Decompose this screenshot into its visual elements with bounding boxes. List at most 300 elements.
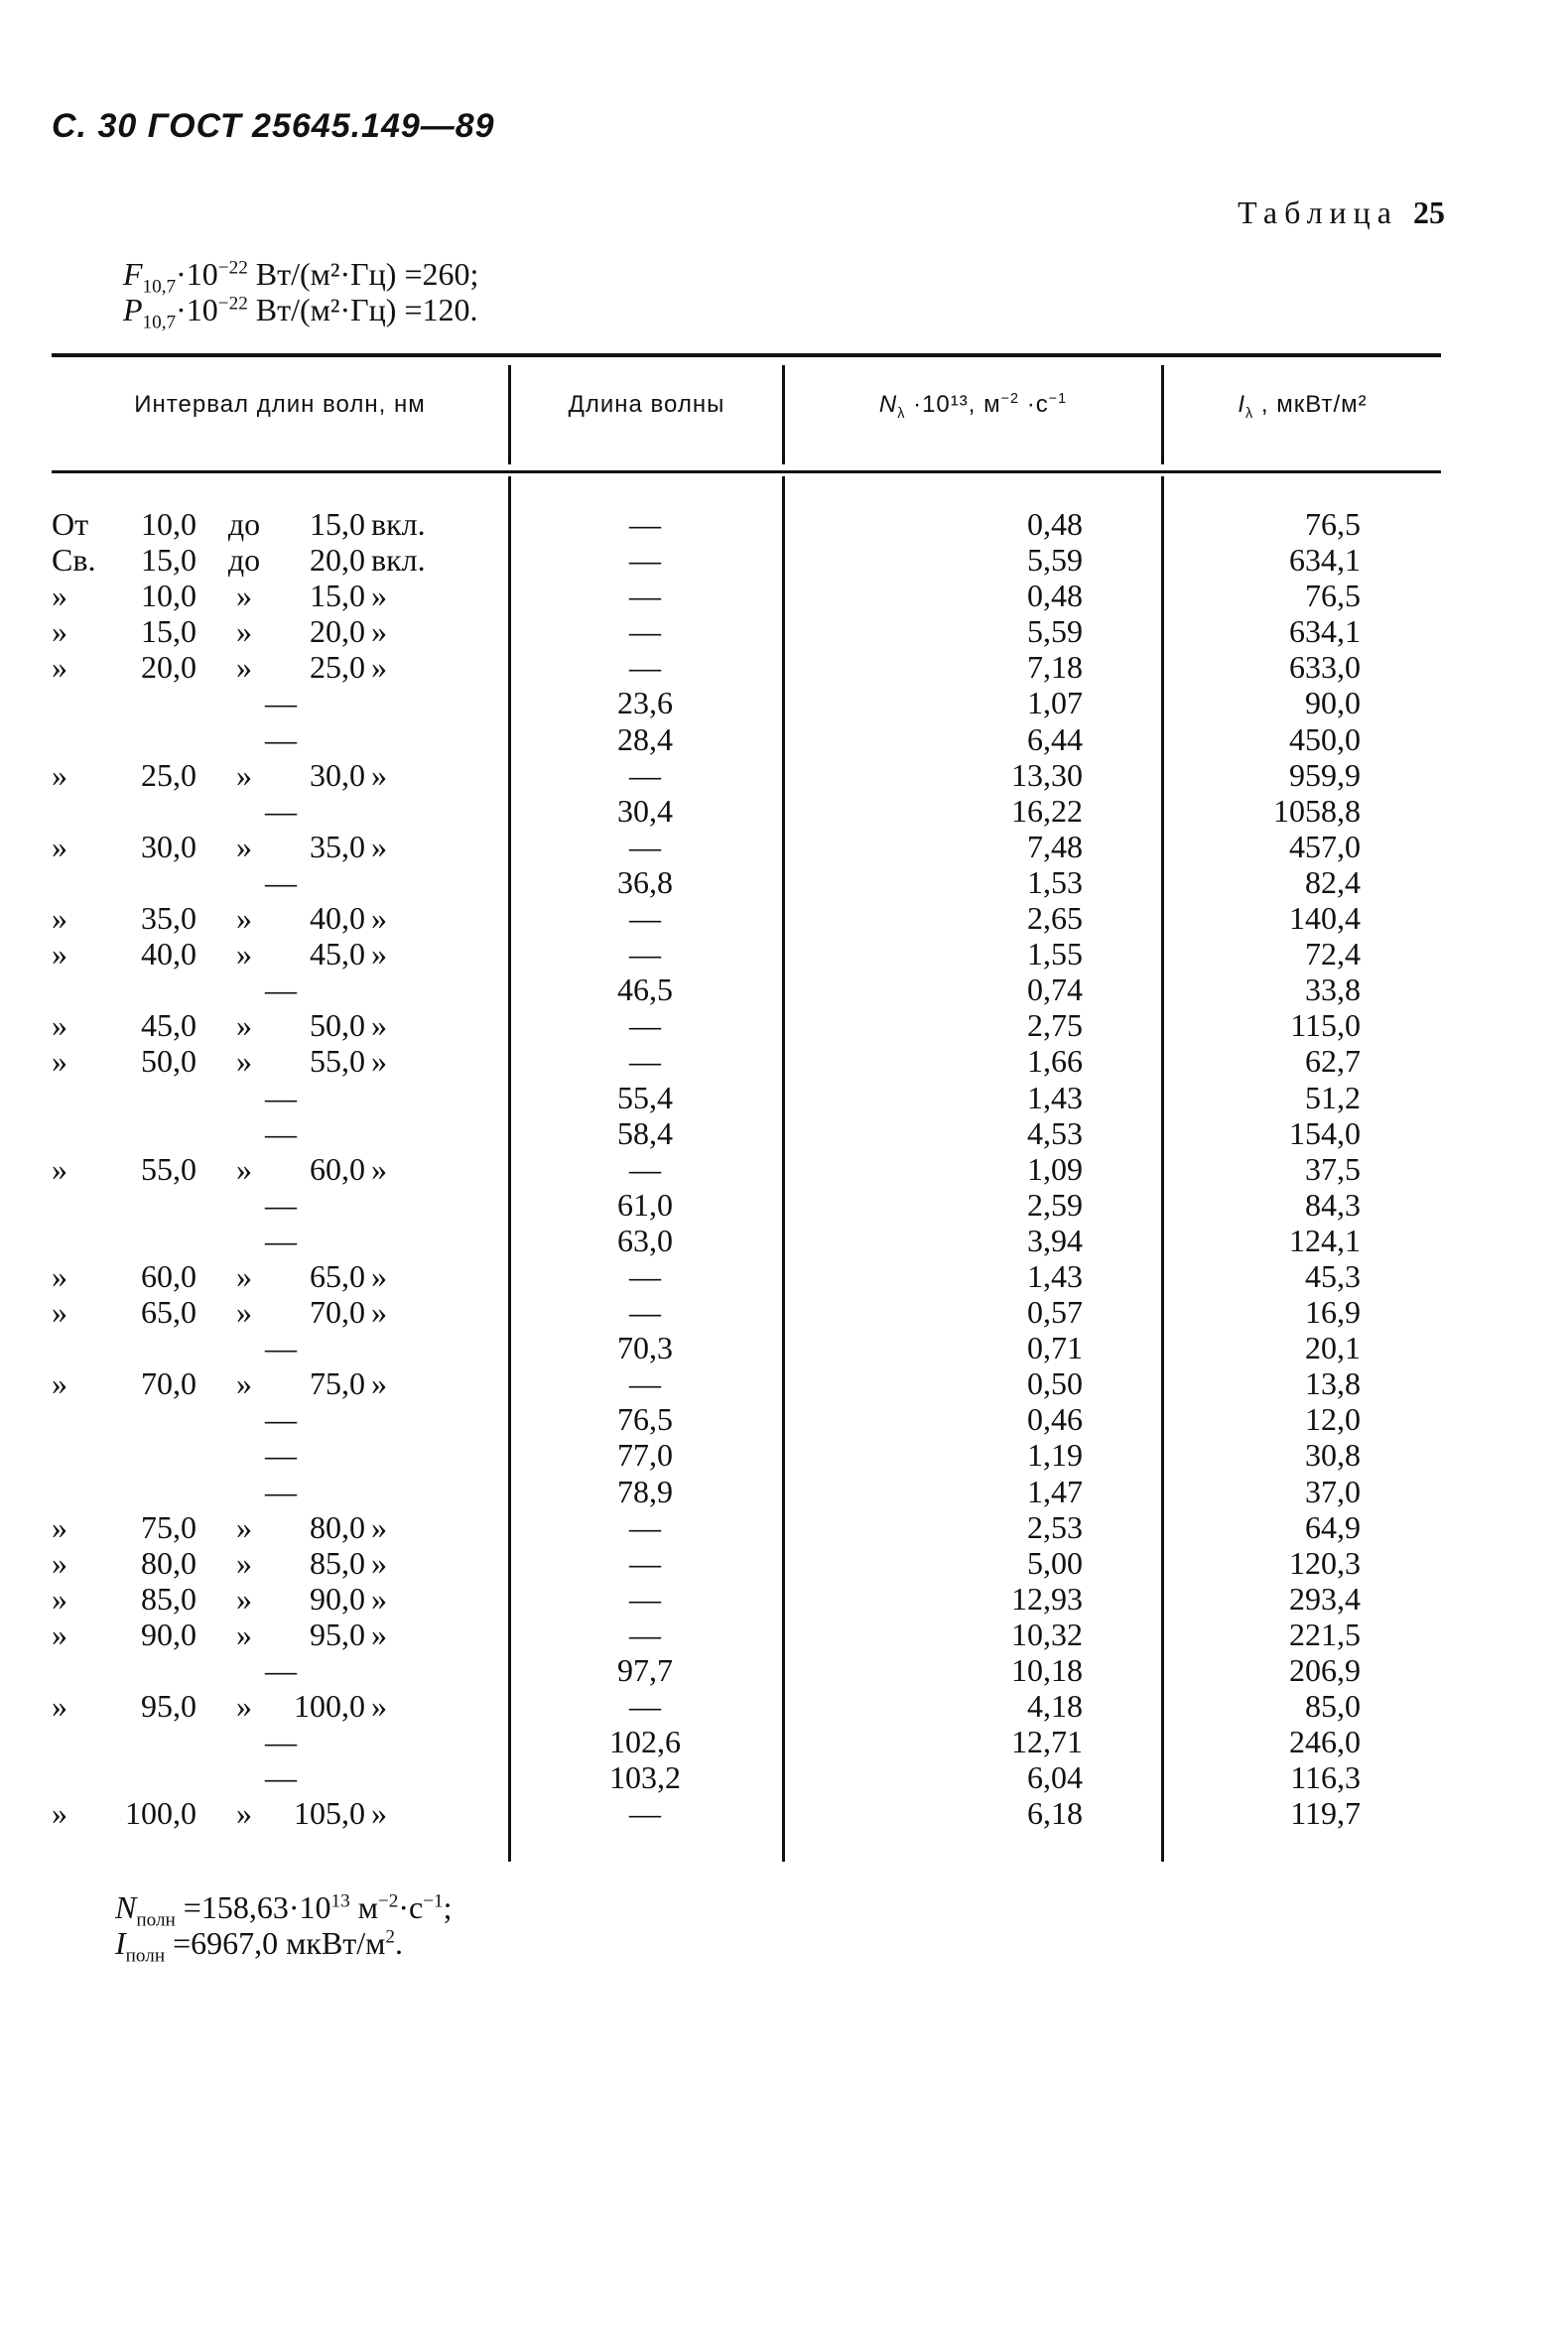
photon-flux-cell: 2,65: [1027, 900, 1083, 937]
wavelength-cell: —: [629, 649, 661, 686]
total-n-unit: м: [349, 1889, 378, 1925]
table-row: [52, 864, 1441, 900]
table-row: [52, 757, 1441, 793]
interval-connector: »: [236, 1007, 252, 1044]
interval-suffix: »: [371, 1544, 387, 1581]
interval-to: 80,0: [310, 1508, 365, 1545]
interval-to: 90,0: [310, 1580, 365, 1617]
interval-suffix: »: [371, 1580, 387, 1617]
interval-suffix: »: [371, 1616, 387, 1652]
interval-from: 25,0: [141, 756, 196, 793]
photon-flux-cell: 1,43: [1027, 1257, 1083, 1294]
table-row: [52, 685, 1441, 720]
photon-flux-cell: 1,07: [1027, 685, 1083, 721]
interval-to: 40,0: [310, 900, 365, 937]
table-row: [52, 1115, 1441, 1151]
intensity-cell: 84,3: [1305, 1186, 1361, 1223]
interval-to: 30,0: [310, 756, 365, 793]
interval-connector: »: [236, 756, 252, 793]
param-p107: [123, 292, 478, 333]
interval-dash: —: [265, 685, 297, 721]
interval-dash: —: [265, 1330, 297, 1366]
interval-suffix: »: [371, 613, 387, 650]
header-i-symbol: I: [1238, 391, 1246, 418]
interval-connector: до: [227, 506, 261, 542]
photon-flux-cell: 12,71: [1011, 1724, 1083, 1760]
table-header-rule: [52, 470, 1441, 473]
table-row: [52, 1759, 1441, 1795]
header-i-rest: , мкВт/м²: [1253, 391, 1368, 418]
interval-prefix: »: [52, 613, 67, 650]
table-label-word: Таблица: [1238, 194, 1398, 230]
total-n-end: ;: [443, 1889, 453, 1925]
photon-flux-cell: 0,74: [1027, 971, 1083, 1008]
photon-flux-cell: 0,48: [1027, 578, 1083, 614]
interval-from: 20,0: [141, 649, 196, 686]
intensity-cell: 633,0: [1289, 649, 1361, 686]
header-n-sub: λ: [897, 405, 906, 422]
header-interval: Интервал длин волн, нм: [134, 391, 426, 418]
wavelength-cell: 103,2: [609, 1759, 681, 1796]
interval-suffix: »: [371, 1365, 387, 1402]
interval-prefix: »: [52, 1007, 67, 1044]
param-unit-value: Вт/(м²·Гц) =260;: [247, 256, 479, 292]
photon-flux-cell: 1,19: [1027, 1437, 1083, 1474]
header-i-sub: λ: [1245, 405, 1254, 422]
interval-prefix: Св.: [52, 542, 96, 579]
intensity-cell: 20,1: [1305, 1330, 1361, 1366]
photon-flux-cell: 10,32: [1011, 1616, 1083, 1652]
total-n-unit-exp2: −1: [423, 1890, 444, 1912]
intensity-cell: 51,2: [1305, 1079, 1361, 1115]
table-top-rule: [52, 353, 1441, 357]
interval-from: 55,0: [141, 1150, 196, 1187]
wavelength-cell: —: [629, 613, 661, 650]
interval-suffix: »: [371, 1257, 387, 1294]
photon-flux-cell: 5,00: [1027, 1544, 1083, 1581]
wavelength-cell: 58,4: [617, 1114, 673, 1151]
photon-flux-cell: 0,48: [1027, 506, 1083, 542]
interval-dash: —: [265, 1186, 297, 1223]
table-row: [52, 900, 1441, 936]
interval-suffix: »: [371, 936, 387, 972]
interval-connector: »: [236, 1365, 252, 1402]
interval-from: 10,0: [141, 578, 196, 614]
photon-flux-cell: 16,22: [1011, 792, 1083, 829]
wavelength-cell: —: [629, 1150, 661, 1187]
interval-dash: —: [265, 1759, 297, 1796]
intensity-cell: 634,1: [1289, 613, 1361, 650]
interval-connector: »: [236, 1257, 252, 1294]
table-row: [52, 1007, 1441, 1043]
photon-flux-cell: 3,94: [1027, 1222, 1083, 1258]
interval-suffix: »: [371, 1007, 387, 1044]
interval-to: 50,0: [310, 1007, 365, 1044]
table-row: [52, 542, 1441, 578]
wavelength-cell: —: [629, 1007, 661, 1044]
intensity-cell: 154,0: [1289, 1114, 1361, 1151]
interval-from: 100,0: [125, 1795, 196, 1832]
interval-to: 60,0: [310, 1150, 365, 1187]
interval-prefix: »: [52, 1688, 67, 1725]
intensity-cell: 634,1: [1289, 542, 1361, 579]
wavelength-cell: —: [629, 542, 661, 579]
interval-dash: —: [265, 1114, 297, 1151]
interval-from: 95,0: [141, 1688, 196, 1725]
interval-connector: »: [236, 578, 252, 614]
interval-connector: »: [236, 649, 252, 686]
intensity-cell: 120,3: [1289, 1544, 1361, 1581]
interval-prefix: »: [52, 936, 67, 972]
total-n-value: =158,63·10: [175, 1889, 331, 1925]
table-row: [52, 1509, 1441, 1545]
intensity-cell: 16,9: [1305, 1294, 1361, 1331]
intensity-cell: 33,8: [1305, 971, 1361, 1008]
wavelength-cell: 46,5: [617, 971, 673, 1008]
param-unit-value: Вт/(м²·Гц) =120.: [247, 292, 478, 327]
total-i-end: .: [395, 1925, 404, 1961]
intensity-cell: 45,3: [1305, 1257, 1361, 1294]
interval-prefix: »: [52, 1150, 67, 1187]
intensity-cell: 140,4: [1289, 900, 1361, 937]
interval-prefix: От: [52, 506, 89, 542]
intensity-cell: 457,0: [1289, 828, 1361, 864]
interval-from: 40,0: [141, 936, 196, 972]
wavelength-cell: 76,5: [617, 1401, 673, 1438]
photon-flux-cell: 0,71: [1027, 1330, 1083, 1366]
interval-suffix: »: [371, 1688, 387, 1725]
photon-flux-cell: 4,18: [1027, 1688, 1083, 1725]
interval-to: 20,0: [310, 542, 365, 579]
interval-to: 20,0: [310, 613, 365, 650]
interval-from: 70,0: [141, 1365, 196, 1402]
interval-dash: —: [265, 863, 297, 900]
wavelength-cell: —: [629, 1257, 661, 1294]
table-row: [52, 1724, 1441, 1759]
interval-to: 45,0: [310, 936, 365, 972]
wavelength-cell: —: [629, 1616, 661, 1652]
total-i-sub: полн: [125, 1945, 166, 1967]
intensity-cell: 246,0: [1289, 1724, 1361, 1760]
interval-from: 35,0: [141, 900, 196, 937]
total-n-unit-exp1: −2: [377, 1890, 399, 1912]
total-intensity: [115, 1925, 403, 1967]
header-n-exp2: −1: [1048, 391, 1068, 407]
interval-prefix: »: [52, 1365, 67, 1402]
intensity-cell: 115,0: [1290, 1007, 1361, 1044]
interval-connector: »: [236, 936, 252, 972]
total-n-sub: полн: [136, 1909, 176, 1931]
wavelength-cell: —: [629, 1580, 661, 1617]
table-row: [52, 1688, 1441, 1724]
photon-flux-cell: 2,75: [1027, 1007, 1083, 1044]
interval-suffix: »: [371, 1294, 387, 1331]
table-row: [52, 649, 1441, 685]
table-row: [52, 1652, 1441, 1688]
interval-dash: —: [265, 971, 297, 1008]
total-i-value: =6967,0 мкВт/м: [165, 1925, 386, 1961]
intensity-cell: 959,9: [1289, 756, 1361, 793]
photon-flux-cell: 5,59: [1027, 613, 1083, 650]
intensity-cell: 37,5: [1305, 1150, 1361, 1187]
photon-flux-cell: 1,47: [1027, 1473, 1083, 1509]
photon-flux-cell: 0,46: [1027, 1401, 1083, 1438]
interval-dash: —: [265, 1222, 297, 1258]
wavelength-cell: 77,0: [617, 1437, 673, 1474]
intensity-cell: 124,1: [1289, 1222, 1361, 1258]
table-row: [52, 829, 1441, 864]
table-row: [52, 1365, 1441, 1401]
table-row: [52, 1545, 1441, 1581]
interval-suffix: »: [371, 1508, 387, 1545]
header-photon-flux: [785, 391, 1161, 422]
param-exp: −22: [217, 257, 248, 279]
table-row: [52, 721, 1441, 757]
wavelength-cell: —: [629, 506, 661, 542]
total-n-exp: 13: [330, 1890, 350, 1912]
intensity-cell: 119,7: [1290, 1795, 1361, 1832]
wavelength-cell: 102,6: [609, 1724, 681, 1760]
intensity-cell: 62,7: [1305, 1043, 1361, 1080]
table-row: [52, 1223, 1441, 1258]
table-row: [52, 1043, 1441, 1079]
interval-connector: »: [236, 1294, 252, 1331]
interval-from: 90,0: [141, 1616, 196, 1652]
interval-connector: »: [236, 1150, 252, 1187]
interval-suffix: »: [371, 578, 387, 614]
photon-flux-cell: 4,53: [1027, 1114, 1083, 1151]
photon-flux-cell: 12,93: [1011, 1580, 1083, 1617]
interval-from: 80,0: [141, 1544, 196, 1581]
param-symbol: F: [123, 256, 143, 292]
wavelength-cell: —: [629, 1688, 661, 1725]
wavelength-cell: 70,3: [617, 1330, 673, 1366]
interval-prefix: »: [52, 756, 67, 793]
interval-from: 85,0: [141, 1580, 196, 1617]
interval-prefix: »: [52, 1508, 67, 1545]
photon-flux-cell: 2,59: [1027, 1186, 1083, 1223]
intensity-cell: 64,9: [1305, 1508, 1361, 1545]
table-row: [52, 1080, 1441, 1115]
wavelength-cell: —: [629, 1508, 661, 1545]
photon-flux-cell: 13,30: [1011, 756, 1083, 793]
interval-to: 55,0: [310, 1043, 365, 1080]
photon-flux-cell: 1,55: [1027, 936, 1083, 972]
interval-from: 45,0: [141, 1007, 196, 1044]
interval-connector: до: [227, 542, 261, 579]
interval-to: 85,0: [310, 1544, 365, 1581]
wavelength-cell: —: [629, 1544, 661, 1581]
interval-connector: »: [236, 1043, 252, 1080]
wavelength-cell: —: [629, 936, 661, 972]
interval-suffix: »: [371, 649, 387, 686]
photon-flux-cell: 10,18: [1011, 1652, 1083, 1688]
photon-flux-cell: 6,44: [1027, 720, 1083, 757]
interval-connector: »: [236, 1688, 252, 1725]
wavelength-cell: 78,9: [617, 1473, 673, 1509]
interval-from: 65,0: [141, 1294, 196, 1331]
interval-suffix: вкл.: [371, 506, 426, 542]
wavelength-cell: —: [629, 1365, 661, 1402]
intensity-cell: 37,0: [1305, 1473, 1361, 1509]
table-row: [52, 1474, 1441, 1509]
interval-to: 15,0: [310, 578, 365, 614]
interval-prefix: »: [52, 1294, 67, 1331]
interval-suffix: »: [371, 900, 387, 937]
interval-from: 30,0: [141, 828, 196, 864]
total-n-symbol: N: [115, 1889, 137, 1925]
intensity-cell: 13,8: [1305, 1365, 1361, 1402]
intensity-cell: 76,5: [1305, 506, 1361, 542]
header-n-exp1: −2: [1000, 391, 1020, 407]
wavelength-cell: 28,4: [617, 720, 673, 757]
interval-from: 15,0: [141, 613, 196, 650]
interval-suffix: »: [371, 1795, 387, 1832]
interval-from: 10,0: [141, 506, 196, 542]
table-row: [52, 613, 1441, 649]
interval-dash: —: [265, 1652, 297, 1688]
photon-flux-cell: 0,57: [1027, 1294, 1083, 1331]
intensity-cell: 72,4: [1305, 936, 1361, 972]
param-sub: 10,7: [142, 312, 177, 333]
photon-flux-cell: 1,53: [1027, 863, 1083, 900]
interval-prefix: »: [52, 1795, 67, 1832]
photon-flux-cell: 1,09: [1027, 1150, 1083, 1187]
interval-dash: —: [265, 1079, 297, 1115]
param-sub: 10,7: [142, 276, 177, 298]
intensity-cell: 12,0: [1305, 1401, 1361, 1438]
interval-from: 15,0: [141, 542, 196, 579]
table-row: [52, 1294, 1441, 1330]
table-row: [52, 1151, 1441, 1187]
interval-connector: »: [236, 1616, 252, 1652]
interval-connector: »: [236, 613, 252, 650]
photon-flux-cell: 1,66: [1027, 1043, 1083, 1080]
intensity-cell: 116,3: [1290, 1759, 1361, 1796]
table-row: [52, 793, 1441, 829]
intensity-cell: 293,4: [1289, 1580, 1361, 1617]
interval-dash: —: [265, 1473, 297, 1509]
interval-from: 60,0: [141, 1257, 196, 1294]
interval-connector: »: [236, 1580, 252, 1617]
interval-connector: »: [236, 900, 252, 937]
interval-prefix: »: [52, 1544, 67, 1581]
wavelength-cell: 97,7: [617, 1652, 673, 1688]
wavelength-cell: 30,4: [617, 792, 673, 829]
table-row: [52, 506, 1441, 542]
intensity-cell: 30,8: [1305, 1437, 1361, 1474]
wavelength-cell: 63,0: [617, 1222, 673, 1258]
wavelength-cell: —: [629, 900, 661, 937]
photon-flux-cell: 0,50: [1027, 1365, 1083, 1402]
header-intensity: [1164, 391, 1441, 422]
header-n-mid: ·с: [1019, 391, 1049, 418]
interval-to: 70,0: [310, 1294, 365, 1331]
wavelength-cell: —: [629, 756, 661, 793]
param-mult: ·10: [176, 256, 218, 292]
interval-to: 95,0: [310, 1616, 365, 1652]
interval-suffix: »: [371, 756, 387, 793]
interval-to: 15,0: [310, 506, 365, 542]
table-row: [52, 1437, 1441, 1473]
interval-prefix: »: [52, 1257, 67, 1294]
wavelength-cell: —: [629, 828, 661, 864]
photon-flux-cell: 2,53: [1027, 1508, 1083, 1545]
interval-dash: —: [265, 792, 297, 829]
photon-flux-cell: 7,48: [1027, 828, 1083, 864]
interval-connector: »: [236, 1508, 252, 1545]
interval-connector: »: [236, 1544, 252, 1581]
photon-flux-cell: 5,59: [1027, 542, 1083, 579]
header-wavelength: Длина волны: [568, 391, 725, 418]
interval-dash: —: [265, 720, 297, 757]
interval-dash: —: [265, 1724, 297, 1760]
wavelength-cell: 55,4: [617, 1079, 673, 1115]
interval-prefix: »: [52, 1043, 67, 1080]
wavelength-cell: —: [629, 1795, 661, 1832]
table-label: [1238, 194, 1445, 231]
interval-prefix: »: [52, 578, 67, 614]
interval-to: 105,0: [294, 1795, 365, 1832]
table-row: [52, 1258, 1441, 1294]
table-row: [52, 1581, 1441, 1617]
wavelength-cell: 61,0: [617, 1186, 673, 1223]
table-row: [52, 1330, 1441, 1365]
interval-dash: —: [265, 1437, 297, 1474]
table-number: 25: [1413, 194, 1445, 230]
interval-to: 35,0: [310, 828, 365, 864]
photon-flux-cell: 6,04: [1027, 1759, 1083, 1796]
intensity-cell: 82,4: [1305, 863, 1361, 900]
table-body: [52, 506, 1441, 1831]
header-n-rest: ·10¹³, м: [905, 391, 1001, 418]
table-row: [52, 936, 1441, 971]
param-exp: −22: [217, 293, 248, 315]
intensity-cell: 450,0: [1289, 720, 1361, 757]
photon-flux-cell: 1,43: [1027, 1079, 1083, 1115]
wavelength-cell: 23,6: [617, 685, 673, 721]
table-row: [52, 578, 1441, 613]
photon-flux-cell: 7,18: [1027, 649, 1083, 686]
interval-prefix: »: [52, 1580, 67, 1617]
intensity-cell: 85,0: [1305, 1688, 1361, 1725]
total-n-unit-mid: ·с: [398, 1889, 424, 1925]
intensity-cell: 1058,8: [1273, 792, 1361, 829]
interval-from: 50,0: [141, 1043, 196, 1080]
interval-suffix: »: [371, 1150, 387, 1187]
header-n-symbol: N: [878, 391, 898, 418]
interval-connector: »: [236, 828, 252, 864]
interval-prefix: »: [52, 900, 67, 937]
table-row: [52, 1617, 1441, 1652]
page-header: С. 30 ГОСТ 25645.149—89: [52, 107, 495, 145]
total-i-exp: 2: [385, 1926, 396, 1948]
photon-flux-cell: 6,18: [1027, 1795, 1083, 1832]
interval-to: 25,0: [310, 649, 365, 686]
total-i-symbol: I: [115, 1925, 126, 1961]
table-row: [52, 1401, 1441, 1437]
param-symbol: P: [123, 292, 143, 327]
intensity-cell: 206,9: [1289, 1652, 1361, 1688]
wavelength-cell: —: [629, 578, 661, 614]
wavelength-cell: 36,8: [617, 863, 673, 900]
interval-to: 100,0: [294, 1688, 365, 1725]
table-row: [52, 1795, 1441, 1831]
wavelength-cell: —: [629, 1043, 661, 1080]
interval-prefix: »: [52, 828, 67, 864]
intensity-cell: 221,5: [1289, 1616, 1361, 1652]
table-row: [52, 1187, 1441, 1223]
